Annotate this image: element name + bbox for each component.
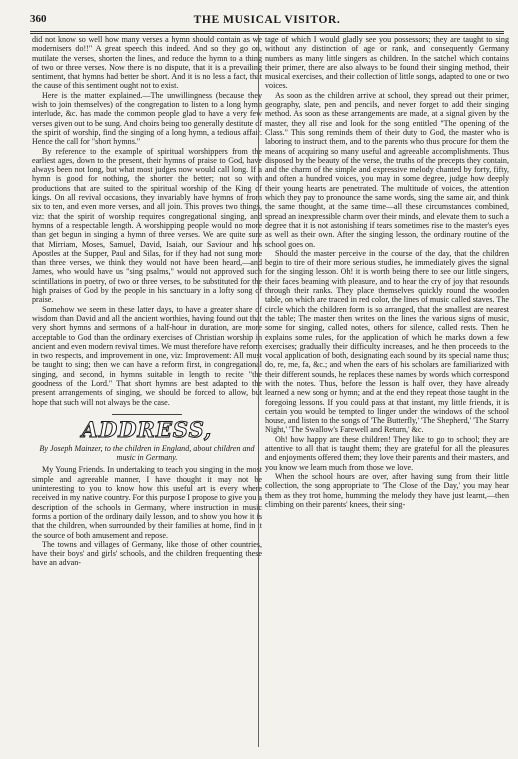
address-heading: ADDRESS, — [81, 416, 213, 442]
page-header — [30, 10, 504, 30]
left-paragraph: did not know so well how many verses a hymn should contain as we modernisers do!!" A great speech this indeed. And so they go on, mutilate the verses, shorten the lines, and reduce the hymn to a thing of two or three verses. Now there is no dispute, that it is a prevailing sentiment, that hymns had better be short. And it is no less a fact, that the cause of this sentiment ought not to exist. — [32, 35, 262, 91]
address-byline: By Joseph Mainzer, to the children in England, about children and music in Germany. — [39, 443, 255, 463]
left-paragraph: Somehow we seem in these latter days, to have a greater share of wisdom than David and all the ancient worthies, having found out that very short hymns and sermons of a half-hour in duration, are more acceptable to God than the ordinary exercises of Christian worship in ancient and even modern revival times. We must therefore have reform in two respects, and improvement in one, viz: Improvement: All must be taught to sing; then we can have a reform first, in congregational singing, and second, in hymns suitable in length to recite "the goodness of the Lord." That short hymns are best adapted to the present arrangements of singing, we should be forced to allow, but hope that such will not always be the case. — [32, 304, 262, 407]
left-paragraph: By reference to the example of spiritual worshippers from the earliest ages, down to the present, their hymns of praise to God, have always been not long, but what most judges now would call long. If a hymn is good for nothing, the shorter the better; not so with productions that are suited to the spiritual worship of the King of kings. On all revival occasions, they invariably have hymns of from six to ten, and even more verses, and all join. This proves two things, viz: that the spirit of worship requires congregational singing, and hymns of a respectable length. A worshipping people would no more than get begun in singing a hymn of three verses. We are quite sure that Mirriam, Moses, Samuel, David, Isaiah, our Saviour and his Apostles at the Supper, Paul and Silas, for if they had not sung more than three verses, we think they would not have been heard,—and James, who would have us "sing psalms," would not approved such scintillations in poetry, of two or three verses, to be substituted for the high praises of God by the people in his sanctuary in a lofty song of praise. — [32, 146, 262, 305]
right-paragraph: As soon as the children arrive at school, they spread out their primer, geography, slate, pen and pencils, and never forget to add their singing method. As soon as these arrangements are made, at a signal given by the master, they all rise and look for the song entitled "The opening of the Class." This song reminds them of their duty to God, the master who is laboring to instruct them, and to the parents who thus procure for them the means of acquiring so many useful and agreeable accomplishments. Thus disposed by the beauty of the verse, the truths of the precepts they contain, and the charm of the simple and expressive melody chanted by forty, fifty, and often a hundred voices, you may in some degree, judge how deeply their young hearts are penetrated. The multitude of voices, the attention which they pay to pronounce the same words, sing the same air, and think the same thought, at the same time—all these circumstances combined, spread an inexpressible charm over their minds, and elevate them to such a degree that it is not astonishing if tears sometimes rise to the master's eyes as well as their own. After the singing lesson, the ordinary routine of the school goes on. — [265, 90, 509, 249]
running-title: THE MUSICAL VISITOR. — [193, 14, 341, 26]
right-paragraph: When the school hours are over, after having sung from their little collection, the song appropriate to 'The Close of the Day,' you may hear them as they trot home, humming the melody they have just learnt,—then climbing on their parents' knees, their sing- — [265, 471, 509, 509]
right-column — [258, 35, 509, 747]
right-paragraph: Should the master perceive in the course of the day, that the children begin to tire of their more serious studies, he immediately gives the signal for the singing lesson. Oh! it is worth being there to see our little singers, their faces beaming with pleasure, and to hear the cry of joy that resounds through their ranks. They place themselves quickly round the wooden table, on which are traced in red color, the lines of music called staves. The circle which the children form is so arranged, that the smallest are nearest the table; The master then writes on the lines the various signs of music, some for singing, called notes, others for silence, called rests. Then he explains some rules, for the application of which he marks down a few exercises; gradually their difficulty increases, and he then proceeds to the vocal application of both, designating each sound by its special name thus; do, re, me, fa, &c.; and when the ears of his scholars are familiarized with their different sounds, he replaces these names by words which correspond with the notes. Thus, before the lesson is half over, they have already learned a new song or hymn; and at the end they repeat those taught in the foregoing lessons. If you could pass at that instant, my little friends, it is certain you would be tempted to linger under the windows of the school house, and listen to the songs of 'The Butterfly,' 'The Shepherd,' 'The Starry Night,' 'The Swallow's Farewell and Return,' &c. — [265, 248, 509, 435]
section-divider — [112, 414, 182, 415]
page-number: 360 — [30, 13, 47, 25]
right-paragraph: tage of which I would gladly see you possessors; they are taught to sing without any distinction of age or rank, and consequently Germany numbers as many little singers as children. In the satchel which contains their primer, there are also always to be found their singing method, their musical exercises, and their collection of little songs, adapted to one or two voices. — [265, 35, 509, 91]
left-paragraph: Here is the matter explained.—The unwillingness (because they wish to join themselves) of the congregation to listen to a long hymn interlude, &c. has made the common people glad to have a very few verses given out to be sung. And choirs being too generally destitute of the spirit of worship, find the singing of a long hymn, a tedious affair. Hence the call for "short hymns." — [32, 90, 262, 147]
address-paragraph: My Young Friends. In undertaking to teach you singing in the most simple and agreeable manner, I have thought it may not be uninteresting to you to know how this useful art is every where received in my native country. For this purpose I propose to give you a description of the schools in Germany, where instruction in music forms a portion of the ordinary daily lesson, and to show you how it is that the children, when surrounded by their families at home, find in it the source of both amusement and repose. — [32, 465, 262, 540]
left-column — [32, 35, 262, 747]
right-paragraph: Oh! how happy are these children! They like to go to school; they are attentive to all that is taught them; they are grateful for all the pleasures and enjoyments offered them; they love their parents and their masters, and you know we learn much from those we love. — [265, 434, 509, 472]
header-rule — [30, 31, 504, 34]
address-paragraph: The towns and villages of Germany, like those of other countries, have their boys' and girls' schools, and the children frequenting these have an advan- — [32, 539, 262, 568]
